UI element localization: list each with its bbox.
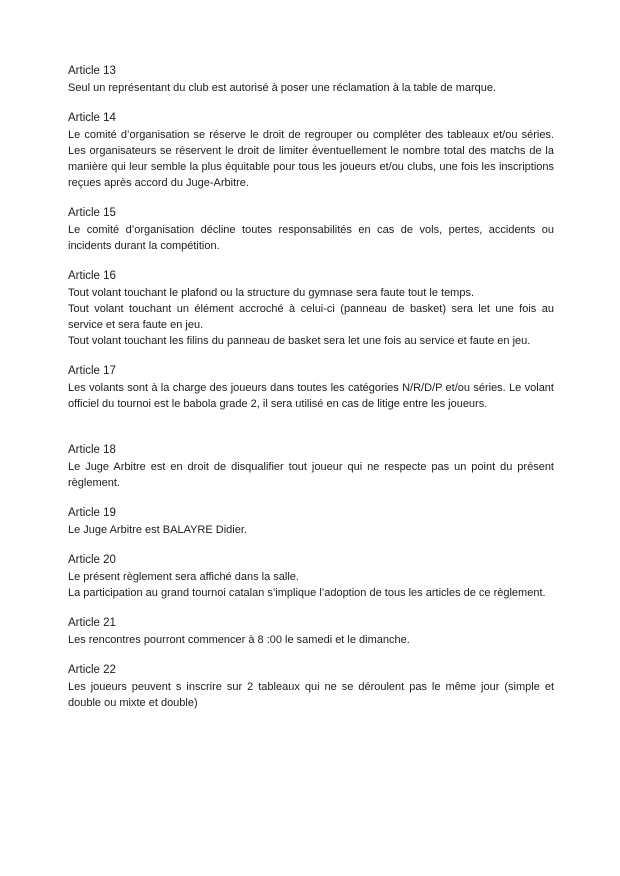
article-paragraph: Le Juge Arbitre est BALAYRE Didier. xyxy=(68,524,247,536)
article-paragraph: Seul un représentant du club est autorisé à poser une réclamation à la table de marque. xyxy=(68,82,497,94)
article-section xyxy=(68,615,554,648)
article-paragraph: Le comité d’organisation se réserve le droit de regrouper ou compléter des tableaux et/ou séries. Les organisateurs se réservent le droit de limiter éventuellement le nombre total des matchs de la manière qui leur semble la plus équitable pour tous les joueurs et/ou clubs, une fois les inscriptions reçues après accord du Juge-Arbitre. xyxy=(68,129,554,189)
article-section xyxy=(68,110,554,191)
article-section xyxy=(68,363,554,412)
article-heading: Article 16 xyxy=(68,270,116,282)
article-heading: Article 20 xyxy=(68,554,116,566)
article-paragraph: Le présent règlement sera affiché dans la salle. xyxy=(68,571,299,583)
article-heading: Article 15 xyxy=(68,207,116,219)
article-heading: Article 22 xyxy=(68,664,116,676)
article-paragraph: Tout volant touchant un élément accroché à celui-ci (panneau de basket) sera let une fois au service et sera faute en jeu. xyxy=(68,303,554,331)
article-paragraph: Les joueurs peuvent s inscrire sur 2 tableaux qui ne se déroulent pas le même jour (simple et double ou mixte et double) xyxy=(68,681,554,709)
article-paragraph: Le comité d’organisation décline toutes responsabilités en cas de vols, pertes, accidents ou incidents durant la compétition. xyxy=(68,224,554,252)
article-heading: Article 17 xyxy=(68,365,116,377)
document-body xyxy=(68,63,554,725)
article-heading: Article 13 xyxy=(68,65,116,77)
article-section xyxy=(68,552,554,601)
article-section xyxy=(68,268,554,349)
article-heading: Article 19 xyxy=(68,507,116,519)
article-paragraph: Le Juge Arbitre est en droit de disqualifier tout joueur qui ne respecte pas un point du présent règlement. xyxy=(68,461,554,489)
article-paragraph: Les volants sont à la charge des joueurs dans toutes les catégories N/R/D/P et/ou séries. Le volant officiel du tournoi est le babola grade 2, il sera utilisé en cas de litige entre les joueurs. xyxy=(68,382,554,410)
article-paragraph: Tout volant touchant le plafond ou la structure du gymnase sera faute tout le temps. xyxy=(68,287,475,299)
article-paragraph: Tout volant touchant les filins du panneau de basket sera let une fois au service et faute en jeu. xyxy=(68,335,531,347)
article-section xyxy=(68,205,554,254)
article-paragraph: La participation au grand tournoi catalan s’implique l’adoption de tous les articles de ce règlement. xyxy=(68,587,546,599)
article-heading: Article 18 xyxy=(68,444,116,456)
article-section xyxy=(68,442,554,491)
article-paragraph: Les rencontres pourront commencer à 8 :00 le samedi et le dimanche. xyxy=(68,634,410,646)
article-heading: Article 14 xyxy=(68,112,116,124)
article-heading: Article 21 xyxy=(68,617,116,629)
article-section xyxy=(68,662,554,711)
article-section xyxy=(68,63,554,96)
article-section xyxy=(68,505,554,538)
